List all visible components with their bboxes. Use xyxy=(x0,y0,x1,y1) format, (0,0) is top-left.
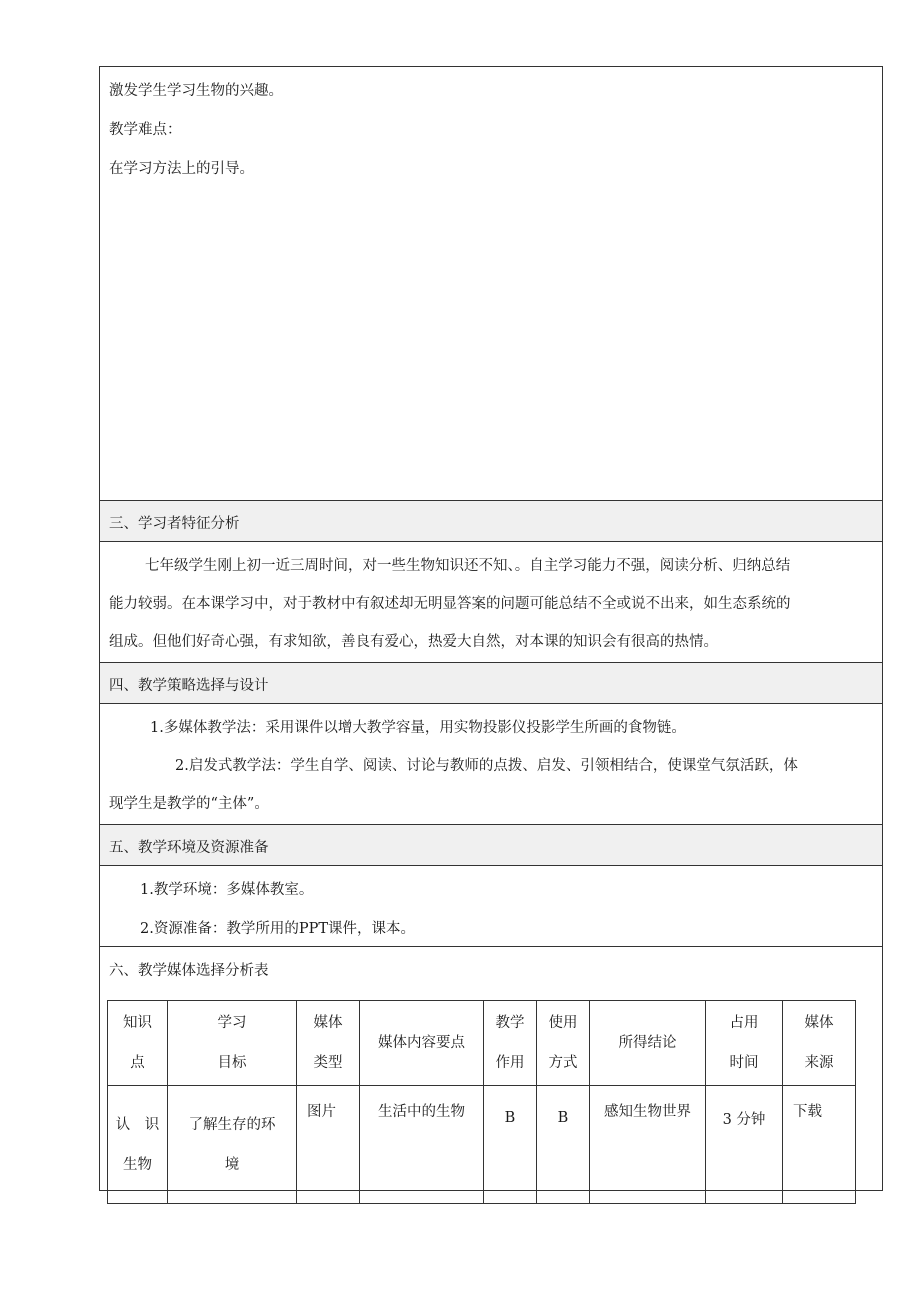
difficulty-text: 在学习方法上的引导。 xyxy=(109,161,254,177)
learner-analysis-line-2: 能力较弱。在本课学习中，对于教材中有叙述却无明显答案的问题可能总结不全或说不出来，如生态系统的 xyxy=(109,596,791,612)
cell-teaching-role: B xyxy=(484,1086,537,1204)
header-media-type: 媒体 类型 xyxy=(297,1001,360,1086)
section5-heading-row xyxy=(100,824,882,865)
section6-heading: 六、教学媒体选择分析表 xyxy=(109,963,269,979)
cell-media-source: 下载 xyxy=(783,1086,856,1204)
header-learning-goal: 学习 目标 xyxy=(168,1001,297,1086)
table-header-row xyxy=(108,1001,856,1086)
cell-knowledge-point: 认 识 生物 xyxy=(108,1086,168,1204)
section4-body xyxy=(100,703,882,824)
cell-conclusion: 感知生物世界 xyxy=(590,1086,706,1204)
header-media-content: 媒体内容要点 xyxy=(360,1001,484,1086)
header-media-source: 媒体 来源 xyxy=(783,1001,856,1086)
section3-heading-row xyxy=(100,500,882,541)
header-knowledge-point: 知识 点 xyxy=(108,1001,168,1086)
strategy-line-2: 2.启发式教学法：学生自学、阅读、讨论与教师的点拨、启发、引领相结合，使课堂气氛活跃，体 xyxy=(175,758,798,774)
document-table xyxy=(99,66,883,1191)
cell-learning-goal: 了解生存的环 境 xyxy=(168,1086,297,1204)
goal-text: 激发学生学习生物的兴趣。 xyxy=(109,83,283,99)
cell-usage-mode: B xyxy=(537,1086,590,1204)
header-conclusion: 所得结论 xyxy=(590,1001,706,1086)
cell-media-content: 生活中的生物 xyxy=(360,1086,484,1204)
strategy-line-3: 现学生是教学的“主体”。 xyxy=(109,796,269,812)
section3-body xyxy=(100,541,882,662)
media-analysis-table xyxy=(107,1000,856,1204)
header-teaching-role: 教学 作用 xyxy=(484,1001,537,1086)
table-row xyxy=(108,1086,856,1204)
section4-heading: 四、教学策略选择与设计 xyxy=(109,678,269,694)
section5-body xyxy=(100,865,882,946)
learner-analysis-line-1: 七年级学生刚上初一近三周时间，对一些生物知识还不知、。自主学习能力不强，阅读分析、归纳总结 xyxy=(145,558,791,574)
section3-heading: 三、学习者特征分析 xyxy=(109,516,240,532)
header-time: 占用 时间 xyxy=(706,1001,783,1086)
section-teaching-difficulty xyxy=(100,67,882,500)
strategy-line-1: 1.多媒体教学法：采用课件以增大教学容量，用实物投影仪投影学生所画的食物链。 xyxy=(150,720,686,736)
cell-media-type: 图片 xyxy=(297,1086,360,1204)
environment-line: 1.教学环境：多媒体教室。 xyxy=(140,882,314,898)
cell-time: 3 分钟 xyxy=(706,1086,783,1204)
header-usage-mode: 使用 方式 xyxy=(537,1001,590,1086)
difficulty-label: 教学难点： xyxy=(109,122,182,138)
learner-analysis-line-3: 组成。但他们好奇心强，有求知欲，善良有爱心，热爱大自然，对本课的知识会有很高的热情。 xyxy=(109,634,718,650)
section5-heading: 五、教学环境及资源准备 xyxy=(109,840,269,856)
section4-heading-row xyxy=(100,662,882,703)
resources-line: 2.资源准备：教学所用的PPT课件，课本。 xyxy=(140,921,416,937)
